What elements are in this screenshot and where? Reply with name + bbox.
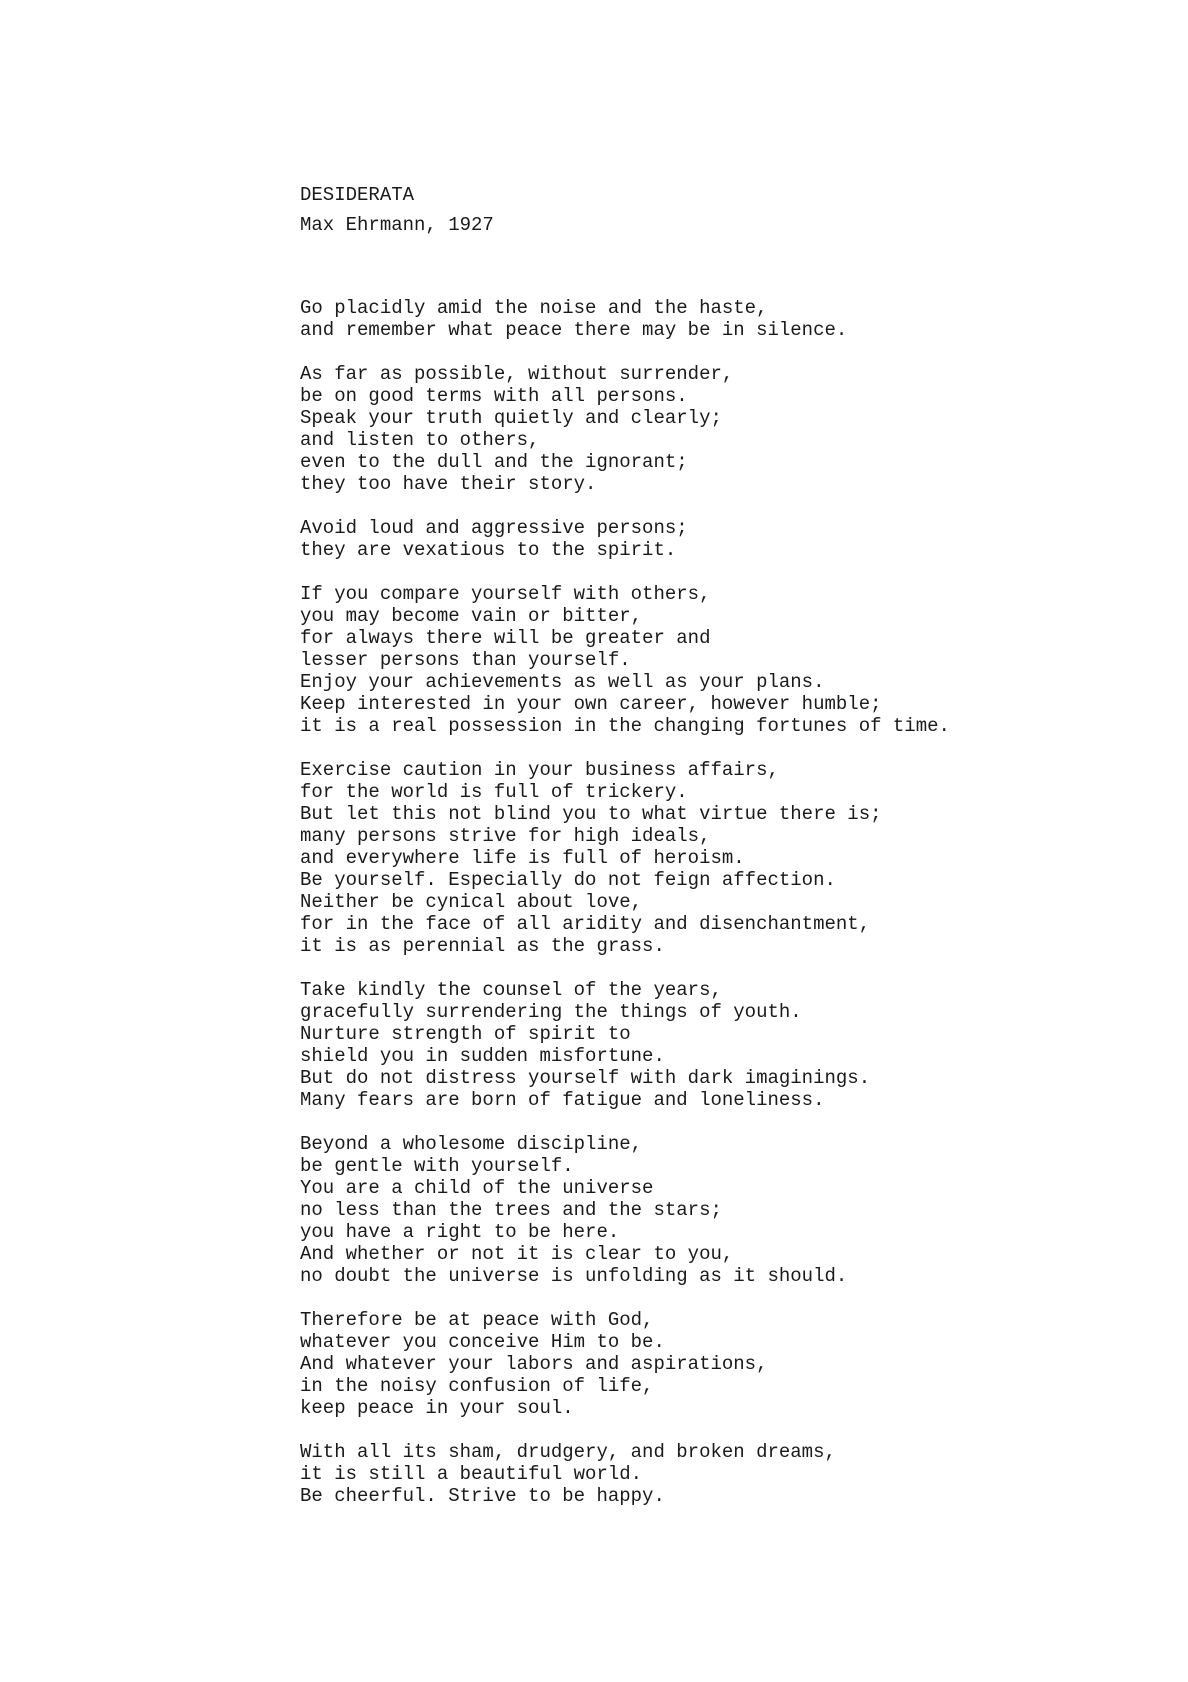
poem-stanza [300, 1309, 950, 1419]
poem-line: shield you in sudden misfortune. [300, 1045, 665, 1067]
poem-stanza [300, 583, 950, 737]
poem-line: Beyond a wholesome discipline, [300, 1133, 643, 1155]
poem-line: and listen to others, [300, 429, 540, 451]
poem-line: Therefore be at peace with God, [300, 1309, 654, 1331]
poem-line: With all its sham, drudgery, and broken dreams, [300, 1441, 836, 1463]
poem-line: And whatever your labors and aspirations, [300, 1353, 768, 1375]
poem-line: Exercise caution in your business affairs, [300, 759, 779, 781]
poem-line: Be yourself. Especially do not feign affection. [300, 869, 836, 891]
document-header [300, 180, 494, 240]
poem-line: it is as perennial as the grass. [300, 935, 665, 957]
poem-stanza [300, 1133, 950, 1287]
poem-line: Speak your truth quietly and clearly; [300, 407, 722, 429]
poem-stanza [300, 1441, 950, 1507]
poem-line: no doubt the universe is unfolding as it should. [300, 1265, 848, 1287]
poem-line: they are vexatious to the spirit. [300, 539, 677, 561]
poem-line: it is a real possession in the changing fortunes of time. [300, 715, 950, 737]
poem-line: Many fears are born of fatigue and loneliness. [300, 1089, 825, 1111]
poem-line: lesser persons than yourself. [300, 649, 631, 671]
poem-stanza [300, 759, 950, 957]
poem-line: and remember what peace there may be in silence. [300, 319, 848, 341]
poem-stanza [300, 297, 950, 341]
poem-line: they too have their story. [300, 473, 597, 495]
poem-stanza [300, 979, 950, 1111]
poem-stanza [300, 363, 950, 495]
poem-line: Nurture strength of spirit to [300, 1023, 631, 1045]
poem-line: But do not distress yourself with dark imaginings. [300, 1067, 871, 1089]
poem-line: many persons strive for high ideals, [300, 825, 711, 847]
poem-line: Enjoy your achievements as well as your plans. [300, 671, 825, 693]
poem-line: Neither be cynical about love, [300, 891, 643, 913]
poem-line: be gentle with yourself. [300, 1155, 574, 1177]
poem-line: whatever you conceive Him to be. [300, 1331, 665, 1353]
poem-line: no less than the trees and the stars; [300, 1199, 722, 1221]
poem-line: Go placidly amid the noise and the haste, [300, 297, 768, 319]
poem-line: and everywhere life is full of heroism. [300, 847, 745, 869]
poem-line: gracefully surrendering the things of youth. [300, 1001, 802, 1023]
poem-line: You are a child of the universe [300, 1177, 654, 1199]
document-title: DESIDERATA [300, 184, 415, 206]
poem-line: Take kindly the counsel of the years, [300, 979, 722, 1001]
poem-line: If you compare yourself with others, [300, 583, 711, 605]
poem-line: Be cheerful. Strive to be happy. [300, 1485, 665, 1507]
poem-line: you have a right to be here. [300, 1221, 620, 1243]
poem-line: for the world is full of trickery. [300, 781, 688, 803]
poem-line: And whether or not it is clear to you, [300, 1243, 734, 1265]
poem-line: in the noisy confusion of life, [300, 1375, 654, 1397]
poem-line: it is still a beautiful world. [300, 1463, 643, 1485]
poem-line: But let this not blind you to what virtue there is; [300, 803, 882, 825]
poem-line: even to the dull and the ignorant; [300, 451, 688, 473]
poem-line: for always there will be greater and [300, 627, 711, 649]
poem-body [300, 297, 950, 1529]
poem-line: you may become vain or bitter, [300, 605, 643, 627]
poem-line: Keep interested in your own career, however humble; [300, 693, 882, 715]
poem-stanza [300, 517, 950, 561]
poem-line: be on good terms with all persons. [300, 385, 688, 407]
poem-line: As far as possible, without surrender, [300, 363, 734, 385]
poem-line: Avoid loud and aggressive persons; [300, 517, 688, 539]
poem-line: for in the face of all aridity and disenchantment, [300, 913, 871, 935]
document-byline: Max Ehrmann, 1927 [300, 214, 494, 236]
poem-line: keep peace in your soul. [300, 1397, 574, 1419]
